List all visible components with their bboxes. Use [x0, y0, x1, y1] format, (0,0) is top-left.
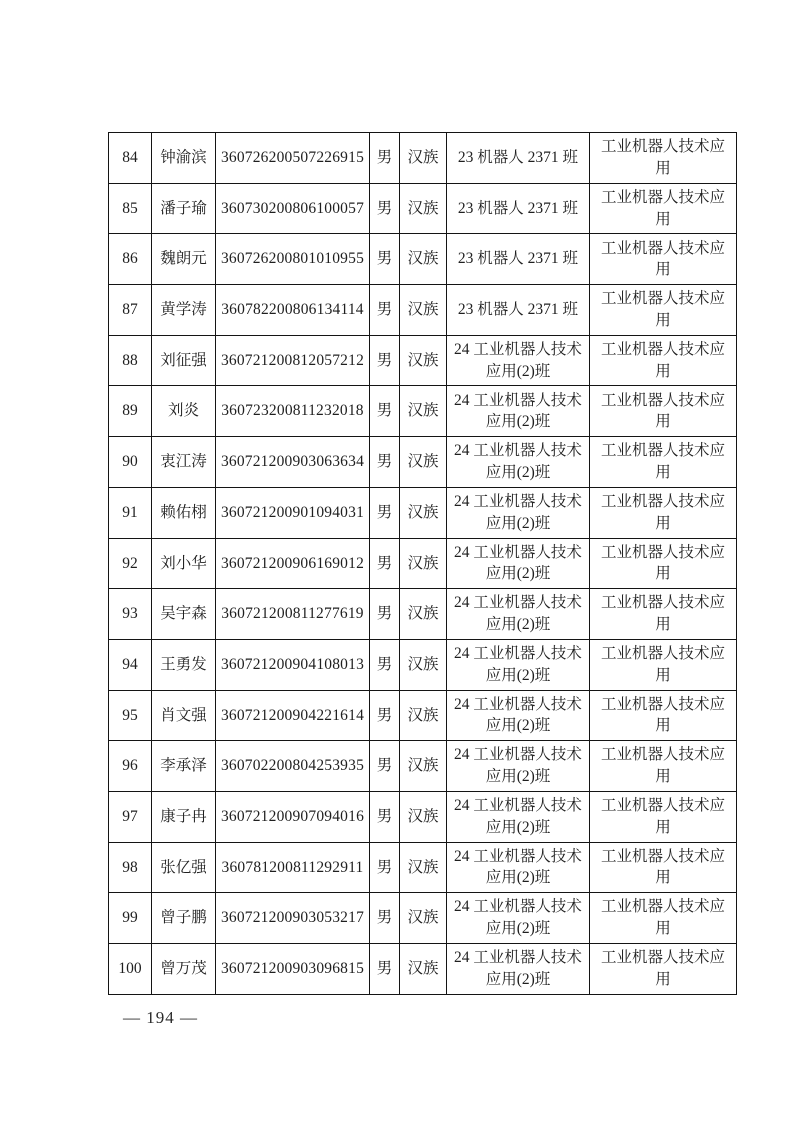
- cell-class: 24 工业机器人技术应用(2)班: [447, 944, 590, 995]
- table-row: [109, 538, 737, 589]
- cell-gender: 男: [370, 639, 400, 690]
- cell-index: 84: [109, 133, 152, 184]
- cell-gender: 男: [370, 538, 400, 589]
- cell-gender: 男: [370, 944, 400, 995]
- cell-index: 90: [109, 437, 152, 488]
- cell-name: 王勇发: [152, 639, 216, 690]
- cell-id-number: 360726200507226915: [216, 133, 370, 184]
- cell-major: 工业机器人技术应用: [590, 386, 737, 437]
- cell-class: 24 工业机器人技术应用(2)班: [447, 690, 590, 741]
- cell-name: 曾子鹏: [152, 893, 216, 944]
- cell-ethnicity: 汉族: [400, 285, 447, 336]
- cell-class: 24 工业机器人技术应用(2)班: [447, 893, 590, 944]
- cell-major: 工业机器人技术应用: [590, 538, 737, 589]
- cell-major: 工业机器人技术应用: [590, 741, 737, 792]
- cell-id-number: 360721200907094016: [216, 791, 370, 842]
- cell-gender: 男: [370, 791, 400, 842]
- cell-gender: 男: [370, 335, 400, 386]
- cell-major: 工业机器人技术应用: [590, 690, 737, 741]
- cell-id-number: 360721200812057212: [216, 335, 370, 386]
- cell-name: 钟渝滨: [152, 133, 216, 184]
- cell-major: 工业机器人技术应用: [590, 437, 737, 488]
- cell-class: 23 机器人 2371 班: [447, 133, 590, 184]
- cell-class: 24 工业机器人技术应用(2)班: [447, 741, 590, 792]
- cell-class: 23 机器人 2371 班: [447, 234, 590, 285]
- cell-ethnicity: 汉族: [400, 842, 447, 893]
- table-row: [109, 639, 737, 690]
- cell-ethnicity: 汉族: [400, 437, 447, 488]
- cell-gender: 男: [370, 842, 400, 893]
- cell-major: 工业机器人技术应用: [590, 234, 737, 285]
- table-row: [109, 893, 737, 944]
- cell-class: 24 工业机器人技术应用(2)班: [447, 639, 590, 690]
- cell-index: 98: [109, 842, 152, 893]
- cell-major: 工业机器人技术应用: [590, 639, 737, 690]
- table-row: [109, 791, 737, 842]
- cell-gender: 男: [370, 133, 400, 184]
- cell-id-number: 360721200903063634: [216, 437, 370, 488]
- cell-ethnicity: 汉族: [400, 741, 447, 792]
- cell-name: 衷江涛: [152, 437, 216, 488]
- cell-major: 工业机器人技术应用: [590, 487, 737, 538]
- cell-name: 李承泽: [152, 741, 216, 792]
- table-row: [109, 741, 737, 792]
- cell-index: 100: [109, 944, 152, 995]
- cell-gender: 男: [370, 234, 400, 285]
- cell-major: 工业机器人技术应用: [590, 589, 737, 640]
- cell-ethnicity: 汉族: [400, 639, 447, 690]
- cell-ethnicity: 汉族: [400, 487, 447, 538]
- cell-id-number: 360781200811292911: [216, 842, 370, 893]
- table-row: [109, 944, 737, 995]
- student-roster-table: [108, 132, 737, 995]
- cell-class: 23 机器人 2371 班: [447, 183, 590, 234]
- cell-class: 24 工业机器人技术应用(2)班: [447, 589, 590, 640]
- cell-index: 91: [109, 487, 152, 538]
- cell-index: 88: [109, 335, 152, 386]
- table-row: [109, 285, 737, 336]
- cell-index: 94: [109, 639, 152, 690]
- cell-name: 赖佑栩: [152, 487, 216, 538]
- cell-major: 工业机器人技术应用: [590, 842, 737, 893]
- cell-class: 24 工业机器人技术应用(2)班: [447, 487, 590, 538]
- cell-gender: 男: [370, 589, 400, 640]
- cell-major: 工业机器人技术应用: [590, 944, 737, 995]
- cell-ethnicity: 汉族: [400, 944, 447, 995]
- cell-ethnicity: 汉族: [400, 183, 447, 234]
- cell-name: 张亿强: [152, 842, 216, 893]
- cell-class: 24 工业机器人技术应用(2)班: [447, 437, 590, 488]
- table-row: [109, 842, 737, 893]
- cell-id-number: 360721200901094031: [216, 487, 370, 538]
- table-row: [109, 335, 737, 386]
- cell-id-number: 360721200904108013: [216, 639, 370, 690]
- cell-name: 黄学涛: [152, 285, 216, 336]
- cell-id-number: 360721200904221614: [216, 690, 370, 741]
- cell-gender: 男: [370, 690, 400, 741]
- cell-gender: 男: [370, 893, 400, 944]
- cell-major: 工业机器人技术应用: [590, 893, 737, 944]
- cell-index: 97: [109, 791, 152, 842]
- cell-index: 96: [109, 741, 152, 792]
- table-row: [109, 386, 737, 437]
- cell-gender: 男: [370, 183, 400, 234]
- cell-gender: 男: [370, 487, 400, 538]
- cell-index: 87: [109, 285, 152, 336]
- table-row: [109, 437, 737, 488]
- cell-index: 95: [109, 690, 152, 741]
- cell-name: 肖文强: [152, 690, 216, 741]
- cell-index: 99: [109, 893, 152, 944]
- cell-name: 刘小华: [152, 538, 216, 589]
- cell-ethnicity: 汉族: [400, 386, 447, 437]
- cell-ethnicity: 汉族: [400, 690, 447, 741]
- cell-class: 24 工业机器人技术应用(2)班: [447, 335, 590, 386]
- cell-id-number: 360721200906169012: [216, 538, 370, 589]
- cell-id-number: 360721200903053217: [216, 893, 370, 944]
- cell-gender: 男: [370, 437, 400, 488]
- cell-name: 魏朗元: [152, 234, 216, 285]
- cell-name: 康子冉: [152, 791, 216, 842]
- cell-ethnicity: 汉族: [400, 234, 447, 285]
- cell-ethnicity: 汉族: [400, 538, 447, 589]
- cell-class: 24 工业机器人技术应用(2)班: [447, 842, 590, 893]
- cell-gender: 男: [370, 741, 400, 792]
- cell-ethnicity: 汉族: [400, 893, 447, 944]
- cell-index: 85: [109, 183, 152, 234]
- cell-id-number: 360721200811277619: [216, 589, 370, 640]
- cell-id-number: 360702200804253935: [216, 741, 370, 792]
- page-number: — 194 —: [123, 1008, 198, 1027]
- cell-index: 86: [109, 234, 152, 285]
- cell-class: 24 工业机器人技术应用(2)班: [447, 386, 590, 437]
- table-row: [109, 589, 737, 640]
- cell-name: 刘炎: [152, 386, 216, 437]
- cell-gender: 男: [370, 386, 400, 437]
- cell-index: 89: [109, 386, 152, 437]
- cell-name: 曾万茂: [152, 944, 216, 995]
- table-row: [109, 234, 737, 285]
- cell-name: 潘子瑜: [152, 183, 216, 234]
- cell-index: 92: [109, 538, 152, 589]
- cell-id-number: 360723200811232018: [216, 386, 370, 437]
- cell-id-number: 360730200806100057: [216, 183, 370, 234]
- cell-gender: 男: [370, 285, 400, 336]
- cell-id-number: 360726200801010955: [216, 234, 370, 285]
- cell-id-number: 360721200903096815: [216, 944, 370, 995]
- cell-major: 工业机器人技术应用: [590, 285, 737, 336]
- cell-major: 工业机器人技术应用: [590, 133, 737, 184]
- cell-ethnicity: 汉族: [400, 335, 447, 386]
- cell-major: 工业机器人技术应用: [590, 183, 737, 234]
- cell-ethnicity: 汉族: [400, 589, 447, 640]
- cell-id-number: 360782200806134114: [216, 285, 370, 336]
- cell-class: 24 工业机器人技术应用(2)班: [447, 538, 590, 589]
- cell-class: 24 工业机器人技术应用(2)班: [447, 791, 590, 842]
- cell-ethnicity: 汉族: [400, 791, 447, 842]
- cell-index: 93: [109, 589, 152, 640]
- cell-name: 刘征强: [152, 335, 216, 386]
- cell-major: 工业机器人技术应用: [590, 335, 737, 386]
- cell-class: 23 机器人 2371 班: [447, 285, 590, 336]
- cell-major: 工业机器人技术应用: [590, 791, 737, 842]
- cell-name: 吴宇森: [152, 589, 216, 640]
- cell-ethnicity: 汉族: [400, 133, 447, 184]
- table-row: [109, 183, 737, 234]
- table-row: [109, 690, 737, 741]
- table-row: [109, 487, 737, 538]
- table-row: [109, 133, 737, 184]
